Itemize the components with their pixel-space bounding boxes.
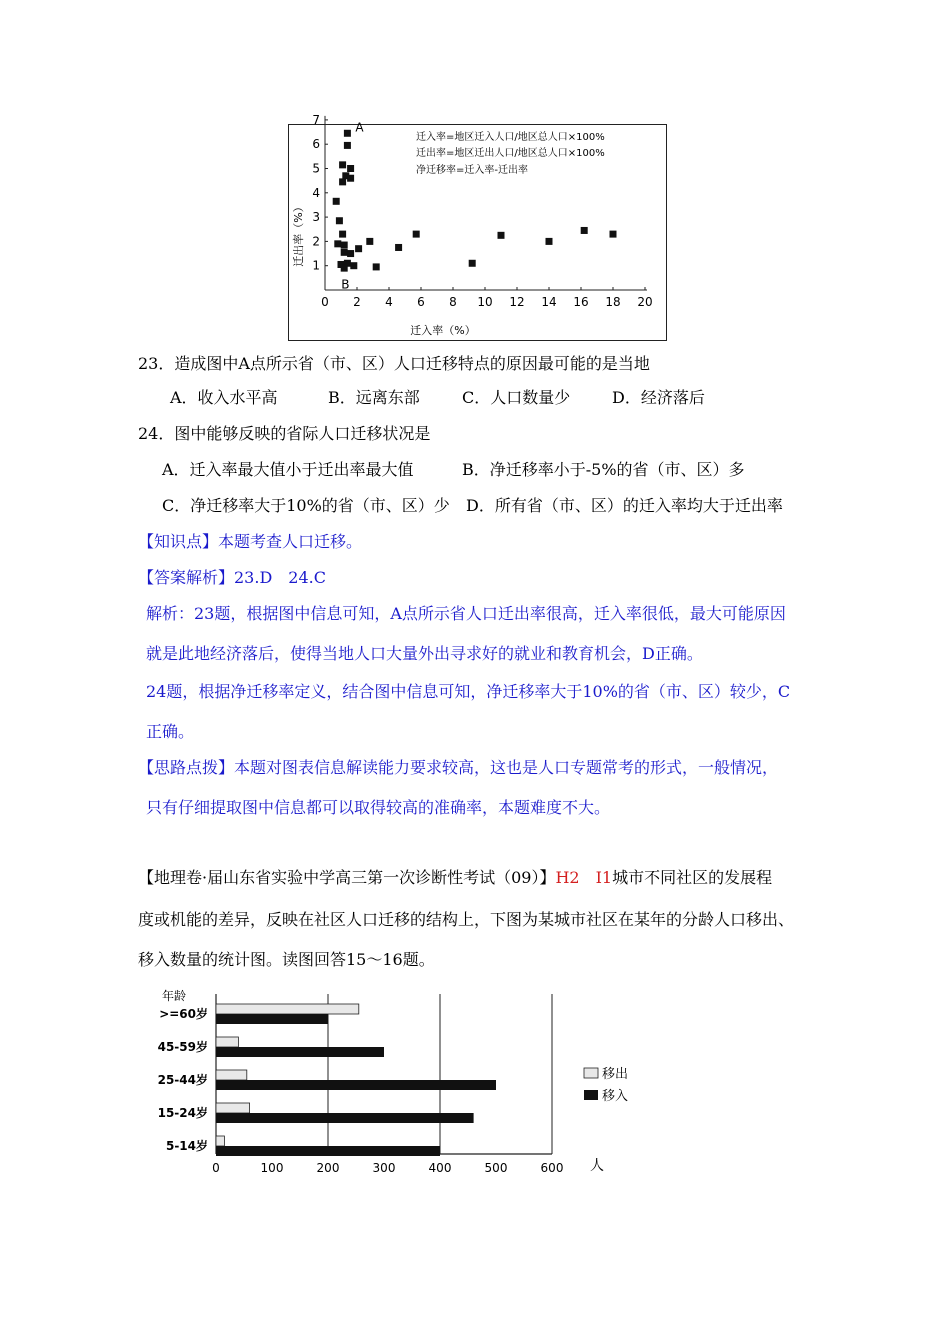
scatter-point (336, 217, 343, 224)
question-text-1: 城市不同社区的发展程 (612, 868, 773, 887)
x-tick-label: 10 (477, 295, 493, 309)
bar-in (216, 1113, 474, 1123)
q24-stem: 24．图中能够反映的省际人口迁移状况是 (138, 424, 431, 443)
x-tick-label: 20 (637, 295, 653, 309)
scatter-point (344, 142, 351, 149)
scatter-point (498, 232, 505, 239)
q23-stem: 23．造成图中A点所示省（市、区）人口迁移特点的原因最可能的是当地 (138, 354, 650, 373)
age-migration-bar-chart (150, 982, 650, 1177)
scatter-point (333, 198, 340, 205)
bar-out (216, 1037, 238, 1047)
scatter-point (339, 178, 346, 185)
tips-line-1: 【思路点拨】本题对图表信息解读能力要求较高，这也是人口专题常考的形式，一般情况， (138, 758, 779, 777)
y-axis-label: 迁出率（%） (292, 201, 305, 267)
code-h2: H2 (555, 868, 580, 887)
y-tick-label: 3 (312, 210, 320, 225)
formula-1: 迁入率=地区迁入人口/地区总人口×100% (416, 132, 605, 143)
bar-category-label: 5-14岁 (165, 1139, 208, 1153)
source-label: 【地理卷·届山东省实验中学高三第一次诊断性考试（09）】 (138, 868, 556, 887)
y-tick-label: 2 (312, 234, 320, 249)
bar-in (216, 1014, 328, 1024)
bar-category-label: 45-59岁 (157, 1040, 208, 1054)
scatter-point (366, 238, 373, 245)
legend-in-label: 移入 (602, 1089, 629, 1104)
x-tick-label: 16 (573, 295, 589, 309)
bar-y-axis-label: 年龄 (162, 989, 187, 1003)
formula-2: 迁出率=地区迁出人口/地区总人口×100% (416, 148, 605, 159)
bar-x-tick-label: 600 (540, 1161, 564, 1175)
q23-option-d: D．经济落后 (612, 388, 705, 407)
bar-x-tick-label: 200 (316, 1161, 340, 1175)
scatter-point (347, 175, 354, 182)
x-tick-label: 0 (321, 295, 329, 309)
analysis-line-1: 解析：23题，根据图中信息可知，A点所示省人口迁出率很高，迁入率很低，最大可能原因 (146, 604, 786, 623)
formula-3: 净迁移率=迁入率-迁出率 (416, 165, 528, 176)
x-tick-label: 18 (605, 295, 621, 309)
y-tick-label: 7 (312, 112, 320, 127)
scatter-point (339, 231, 346, 238)
bar-category-label: 15-24岁 (157, 1106, 208, 1120)
scatter-point (344, 130, 351, 137)
x-tick-label: 14 (541, 295, 557, 309)
bar-out (216, 1136, 224, 1146)
q24-option-b: B．净迁移率小于-5%的省（市、区）多 (462, 460, 745, 479)
x-tick-label: 12 (509, 295, 525, 309)
q24-option-d: D．所有省（市、区）的迁入率均大于迁出率 (466, 496, 783, 515)
bar-out (216, 1004, 359, 1014)
x-tick-label: 6 (417, 295, 425, 309)
bar-x-tick-label: 100 (260, 1161, 284, 1175)
scatter-point (581, 227, 588, 234)
tips-line-2: 只有仔细提取图中信息都可以取得较高的准确率，本题难度不大。 (146, 798, 611, 817)
scatter-chart (288, 112, 668, 342)
code-i1: I1 (595, 868, 613, 887)
scatter-point (341, 242, 348, 249)
bar-category-label: >=60岁 (159, 1007, 208, 1021)
next-question-line-3: 移入数量的统计图。读图回答15～16题。 (138, 950, 435, 969)
scatter-point (355, 245, 362, 252)
x-tick-label: 4 (385, 295, 393, 309)
knowledge-point: 【知识点】本题考查人口迁移。 (138, 532, 363, 551)
legend-out-swatch (584, 1068, 598, 1078)
legend-in-swatch (584, 1090, 598, 1100)
bar-in (216, 1146, 440, 1156)
scatter-point (413, 231, 420, 238)
y-tick-label: 1 (312, 258, 320, 273)
bar-category-label: 25-44岁 (157, 1073, 208, 1087)
scatter-point (347, 250, 354, 257)
scatter-point (395, 244, 402, 251)
scatter-point (341, 265, 348, 272)
q23-option-b: B．远离东部 (328, 388, 420, 407)
analysis-line-2: 就是此地经济落后，使得当地人口大量外出寻求好的就业和教育机会，D正确。 (146, 644, 703, 663)
bar-out (216, 1103, 250, 1113)
scatter-point (610, 231, 617, 238)
q23-option-c: C．人口数量少 (462, 388, 571, 407)
q23-option-a: A．收入水平高 (170, 388, 278, 407)
analysis-line-3: 24题，根据净迁移率定义，结合图中信息可知，净迁移率大于10%的省（市、区）较少，C (146, 682, 791, 701)
next-question-line-1 (138, 868, 772, 888)
bar-x-tick-label: 500 (484, 1161, 508, 1175)
scatter-point (373, 263, 380, 270)
scatter-point (350, 262, 357, 269)
y-tick-label: 4 (312, 185, 320, 200)
y-tick-label: 5 (312, 161, 320, 176)
q24-option-c: C．净迁移率大于10%的省（市、区）少 (162, 496, 450, 515)
y-tick-label: 6 (312, 137, 320, 152)
x-tick-label: 2 (353, 295, 361, 309)
bar-in (216, 1047, 384, 1057)
bar-x-unit: 人 (590, 1158, 604, 1174)
scatter-point (347, 165, 354, 172)
q24-option-a: A．迁入率最大值小于迁出率最大值 (162, 460, 414, 479)
point-label-b: B (341, 277, 350, 292)
answer-key: 【答案解析】23.D 24.C (138, 568, 326, 587)
scatter-point (546, 238, 553, 245)
x-axis-label: 迁入率（%） (410, 324, 476, 337)
next-question-line-2: 度或机能的差异，反映在社区人口迁移的结构上，下图为某城市社区在某年的分龄人口移出、 (138, 910, 795, 929)
scatter-point (469, 260, 476, 267)
bar-x-tick-label: 400 (428, 1161, 452, 1175)
x-tick-label: 8 (449, 295, 457, 309)
legend-out-label: 移出 (602, 1067, 629, 1082)
scatter-point (339, 161, 346, 168)
scatter-point (334, 240, 341, 247)
scatter-point (341, 249, 348, 256)
analysis-line-4: 正确。 (146, 722, 195, 741)
point-label-a: A (355, 120, 364, 135)
bar-out (216, 1070, 247, 1080)
bar-x-tick-label: 0 (212, 1161, 220, 1175)
bar-in (216, 1080, 496, 1090)
bar-x-tick-label: 300 (372, 1161, 396, 1175)
